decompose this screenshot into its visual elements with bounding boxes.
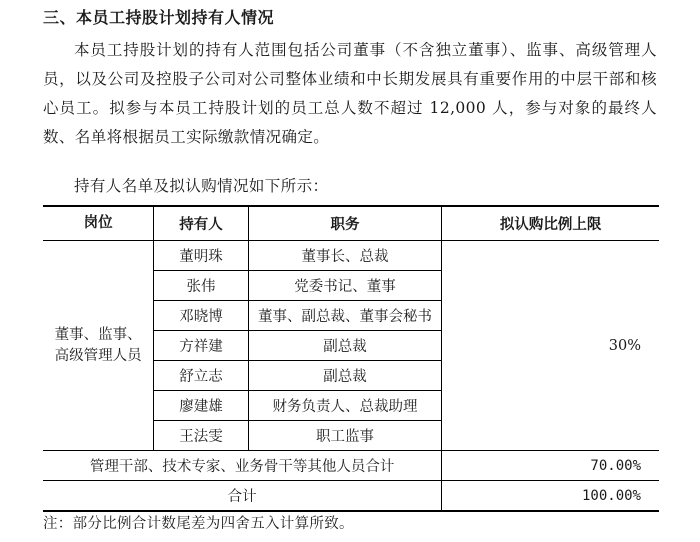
others-row xyxy=(43,451,659,481)
group-label-line1: 董事、监事、 xyxy=(54,326,142,343)
holder-name: 方祥建 xyxy=(154,331,248,361)
holder-role: 职工监事 xyxy=(248,421,442,451)
section-heading: 三、本员工持股计划持有人情况 xyxy=(43,8,275,27)
header-holder: 持有人 xyxy=(154,206,248,241)
group-position-cell xyxy=(43,241,154,451)
holder-role: 党委书记、董事 xyxy=(248,271,442,301)
total-row xyxy=(43,481,659,512)
holder-role: 董事长、总裁 xyxy=(248,241,442,271)
holder-name: 张伟 xyxy=(154,271,248,301)
holder-name: 舒立志 xyxy=(154,361,248,391)
holder-name: 邓晓博 xyxy=(154,301,248,331)
holder-role: 董事、副总裁、董事会秘书 xyxy=(248,301,442,331)
holder-role: 财务负责人、总裁助理 xyxy=(248,391,442,421)
table-header-row xyxy=(43,206,659,241)
total-ratio: 100.00% xyxy=(442,481,659,512)
header-position: 岗位 xyxy=(43,206,154,241)
group-ratio-cell: 30% xyxy=(442,241,659,451)
group-label-line2: 高级管理人员 xyxy=(54,347,142,364)
others-ratio: 70.00% xyxy=(442,451,659,481)
others-label: 管理干部、技术专家、业务骨干等其他人员合计 xyxy=(43,451,442,481)
table-intro: 持有人名单及拟认购情况如下所示： xyxy=(74,177,329,195)
header-ratio: 拟认购比例上限 xyxy=(442,206,659,241)
body-paragraph: 本员工持股计划的持有人范围包括公司董事（不含独立董事）、监事、高级管理人员，以及公司及控股子公司对公司整体业绩和中长期发展具有重要作用的中层干部和核心员工。拟参与本员工持股计划的员工总人数不超过 12,000 人，参与对象的最终人数、名单将根据员工实际缴款情况确定。 xyxy=(43,41,657,146)
holders-table xyxy=(43,205,659,512)
holder-name: 王法雯 xyxy=(154,421,248,451)
holder-role: 副总裁 xyxy=(248,331,442,361)
footnote: 注：部分比例合计数尾差为四舍五入计算所致。 xyxy=(43,516,354,532)
holder-name: 廖建雄 xyxy=(154,391,248,421)
holder-name: 董明珠 xyxy=(154,241,248,271)
header-role: 职务 xyxy=(248,206,442,241)
holder-role: 副总裁 xyxy=(248,361,442,391)
total-label: 合计 xyxy=(43,481,442,512)
table-row xyxy=(43,241,659,271)
